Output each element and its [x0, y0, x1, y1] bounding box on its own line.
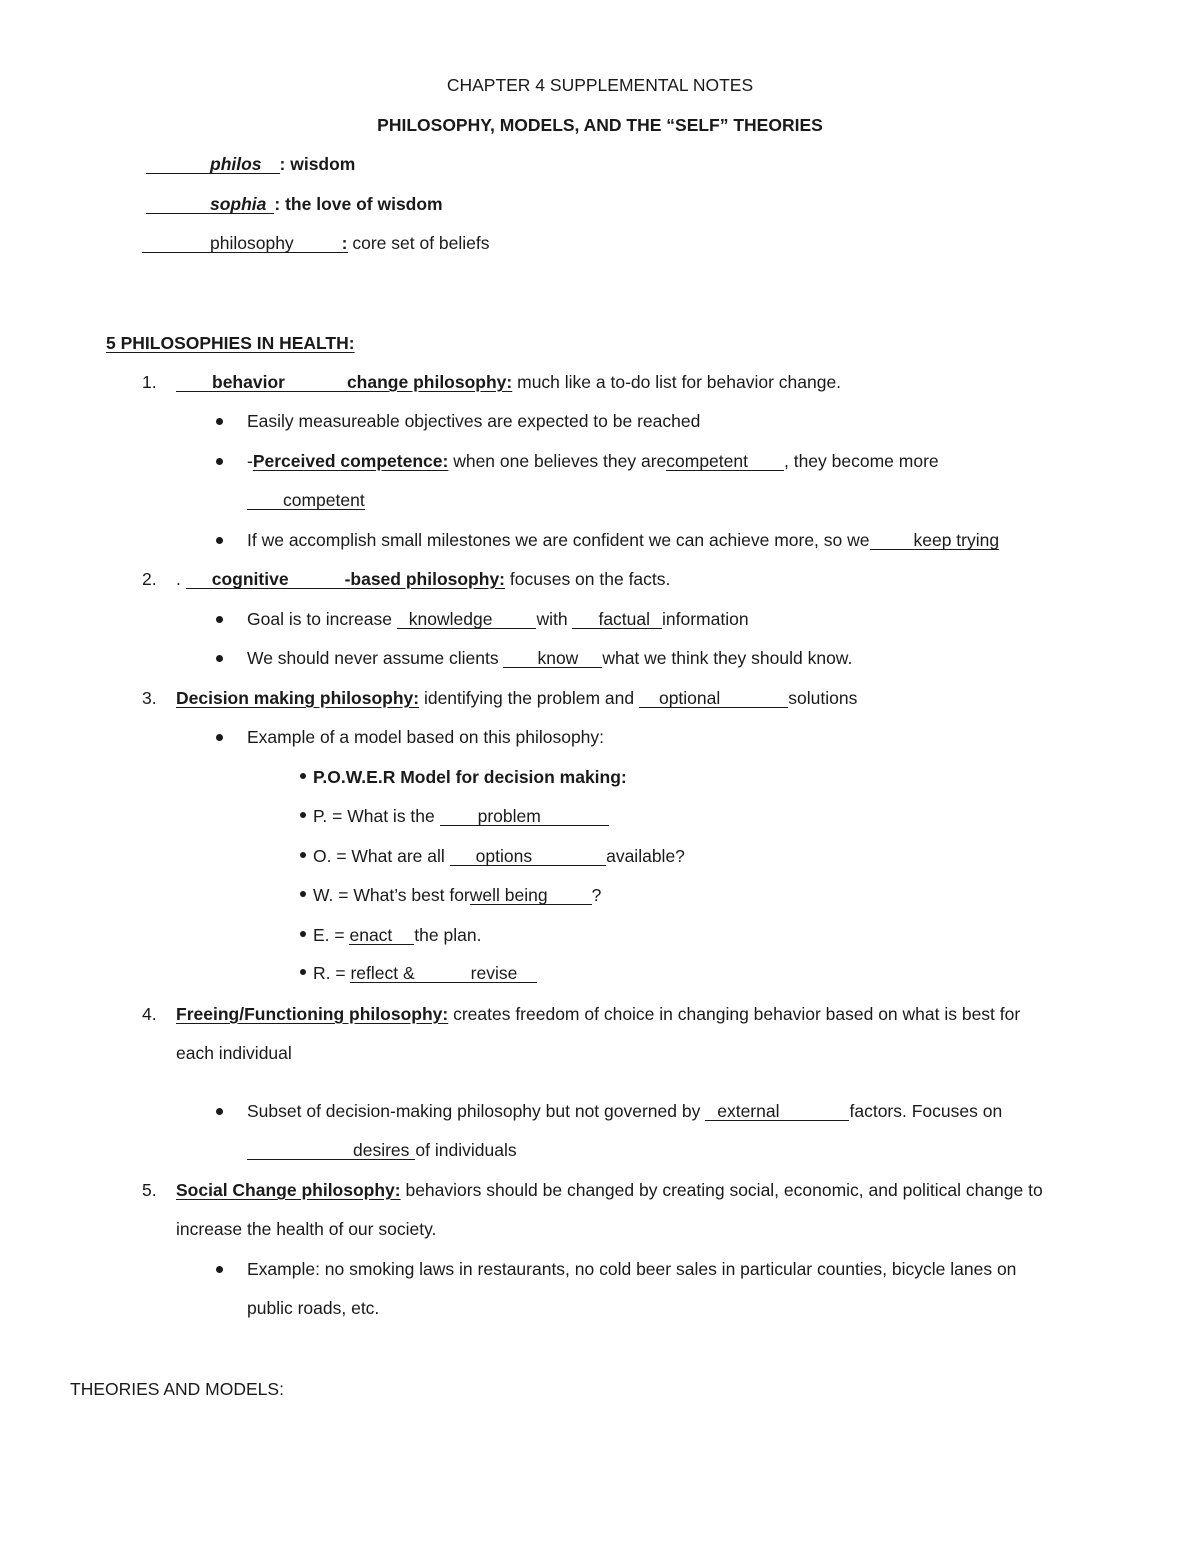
item-4-bullet-1-a: Subset of decision-making philosophy but not governed by: [247, 1101, 706, 1121]
item-4-number: 4.: [142, 1004, 157, 1024]
blank-philosophy: [142, 234, 348, 253]
item-3-bullet-1: Example of a model based on this philosophy:: [247, 727, 605, 747]
blank-knowledge: knowledge: [397, 610, 537, 629]
bullet-dot-icon: [216, 616, 223, 623]
item-1-bullet-1: Easily measureable objectives are expected to be reached: [247, 411, 701, 431]
item-2-bullet-1-c: information: [662, 609, 749, 629]
blank-revise: revise: [470, 963, 518, 983]
item-1-number: 1.: [142, 372, 157, 392]
item-5-label: Social Change philosophy:: [176, 1180, 401, 1200]
power-o-text: O. = What are all: [313, 846, 450, 866]
blank-options: options: [450, 847, 606, 866]
blank-keep-trying: keep trying: [870, 531, 1000, 550]
definition-philosophy: [142, 234, 490, 253]
bullet-dot-icon: [300, 891, 306, 897]
power-r: [300, 964, 537, 983]
bullet-dot-icon: [300, 773, 306, 779]
item-1-line: [176, 373, 841, 392]
item-2-prefix: .: [176, 569, 181, 589]
chapter-heading: CHAPTER 4 SUPPLEMENTAL NOTES: [446, 75, 754, 95]
power-p: [300, 807, 609, 826]
item-1-text: much like a to-do list for behavior change.: [512, 372, 842, 392]
blank-external: external: [705, 1102, 849, 1121]
blank-enact: enact: [349, 926, 414, 945]
blank-sophia: sophia: [146, 195, 274, 214]
blank-desires: desires: [247, 1141, 415, 1160]
item-1-bullet-2: [247, 452, 939, 471]
blank-optional: optional: [639, 689, 788, 708]
bullet-dot-icon: [300, 852, 306, 858]
power-w: [300, 886, 601, 905]
bullet-dot-icon: [216, 655, 223, 662]
power-e-text: E. =: [313, 925, 350, 945]
item-1-bullet-3: [247, 531, 999, 550]
item-2-bullet-2: [247, 649, 852, 668]
bullet-dot-icon: [216, 1108, 223, 1115]
blank-philosophy-colon: :: [341, 233, 348, 253]
item-2-bullet-1-a: Goal is to increase: [247, 609, 397, 629]
blank-factual: factual: [572, 610, 662, 629]
blank-philos: philos: [146, 155, 280, 174]
item-3-number: 3.: [142, 688, 157, 708]
item-5-bullet-1: Example: no smoking laws in restaurants, no cold beer sales in particular counties, bicycle lanes on: [247, 1259, 1017, 1279]
bullet-dot-icon: [216, 734, 223, 741]
blank-competent-1: competent: [666, 452, 784, 471]
power-w-text: W. = What’s best for: [313, 885, 470, 905]
item-3-label: Decision making philosophy:: [176, 688, 420, 708]
item-2-label: -based philosophy:: [344, 569, 506, 589]
item-4-bullet-1-cont: [247, 1141, 517, 1160]
blank-well-being: well being: [470, 886, 592, 905]
item-5-number: 5.: [142, 1180, 157, 1200]
item-2-number: 2.: [142, 569, 157, 589]
blank-know: know: [503, 649, 602, 668]
power-w-after: ?: [591, 885, 602, 905]
perceived-competence-after: , they become more: [783, 451, 939, 471]
bullet-dot-icon: [216, 1266, 223, 1273]
item-1-bullet-3-text: If we accomplish small milestones we are confident we can achieve more, so we: [247, 530, 870, 550]
definition-philosophy-text: core set of beliefs: [347, 233, 490, 253]
definition-sophia-text: : the love of wisdom: [274, 194, 443, 214]
power-model-title-text: P.O.W.E.R Model for decision making:: [313, 767, 627, 787]
power-r-text: R. =: [313, 963, 351, 983]
item-4-text: creates freedom of choice in changing behavior based on what is best for: [448, 1004, 1021, 1024]
item-1-bullet-2-cont: [247, 491, 365, 510]
item-3-text: identifying the problem and: [419, 688, 639, 708]
item-2-line: [176, 570, 670, 589]
power-e-after: the plan.: [414, 925, 482, 945]
theories-models-heading: THEORIES AND MODELS:: [70, 1379, 284, 1399]
blank-cognitive: cognitive: [186, 570, 345, 589]
perceived-competence-text: when one believes they are: [448, 451, 667, 471]
item-1-label: change philosophy:: [346, 372, 513, 392]
item-2-text: focuses on the facts.: [505, 569, 671, 589]
bullet-dot-icon: [300, 931, 306, 937]
item-2-bullet-2-a: We should never assume clients: [247, 648, 504, 668]
blank-competent-2: competent: [247, 491, 365, 510]
blank-reflect-revise: [350, 964, 537, 983]
power-o: [300, 847, 685, 866]
item-4-bullet-1-b: factors. Focuses on: [849, 1101, 1003, 1121]
item-5-text: behaviors should be changed by creating social, economic, and political change to: [400, 1180, 1043, 1200]
definition-sophia: [146, 195, 443, 214]
bullet-dot-icon: [300, 969, 306, 975]
power-o-after: available?: [606, 846, 685, 866]
blank-philosophy-term: philosophy: [210, 233, 294, 253]
definition-philos-text: : wisdom: [279, 154, 356, 174]
power-e: [300, 926, 481, 945]
item-4-bullet-1-c: of individuals: [415, 1140, 517, 1160]
power-model-title: [300, 768, 627, 787]
perceived-competence-label: Perceived competence:: [252, 451, 449, 471]
item-4-line-2: each individual: [176, 1043, 292, 1063]
blank-problem: problem: [440, 807, 609, 826]
item-2-bullet-1-b: with: [536, 609, 573, 629]
definition-philos: [146, 155, 355, 174]
document-title: PHILOSOPHY, MODELS, AND THE “SELF” THEORIES: [377, 115, 823, 135]
power-p-text: P. = What is the: [313, 806, 440, 826]
item-2-bullet-1: [247, 610, 749, 629]
item-3-after: solutions: [788, 688, 858, 708]
bullet-dot-icon: [216, 458, 223, 465]
item-4-line: [176, 1005, 1020, 1024]
item-2-bullet-2-b: what we think they should know.: [602, 648, 853, 668]
blank-reflect: reflect &: [350, 963, 415, 983]
item-4-bullet-1: [247, 1102, 1002, 1121]
item-5-line-2: increase the health of our society.: [176, 1219, 437, 1239]
bullet-dot-icon: [216, 537, 223, 544]
blank-behavior: behavior: [176, 373, 347, 392]
item-3-line: [176, 689, 857, 708]
bullet-2-dash: -: [247, 451, 253, 471]
item-5-bullet-1-cont: public roads, etc.: [247, 1298, 380, 1318]
item-5-line: [176, 1181, 1043, 1200]
bullet-dot-icon: [216, 418, 223, 425]
item-4-label: Freeing/Functioning philosophy:: [176, 1004, 449, 1024]
bullet-dot-icon: [300, 812, 306, 818]
section-heading: 5 PHILOSOPHIES IN HEALTH:: [106, 333, 355, 353]
